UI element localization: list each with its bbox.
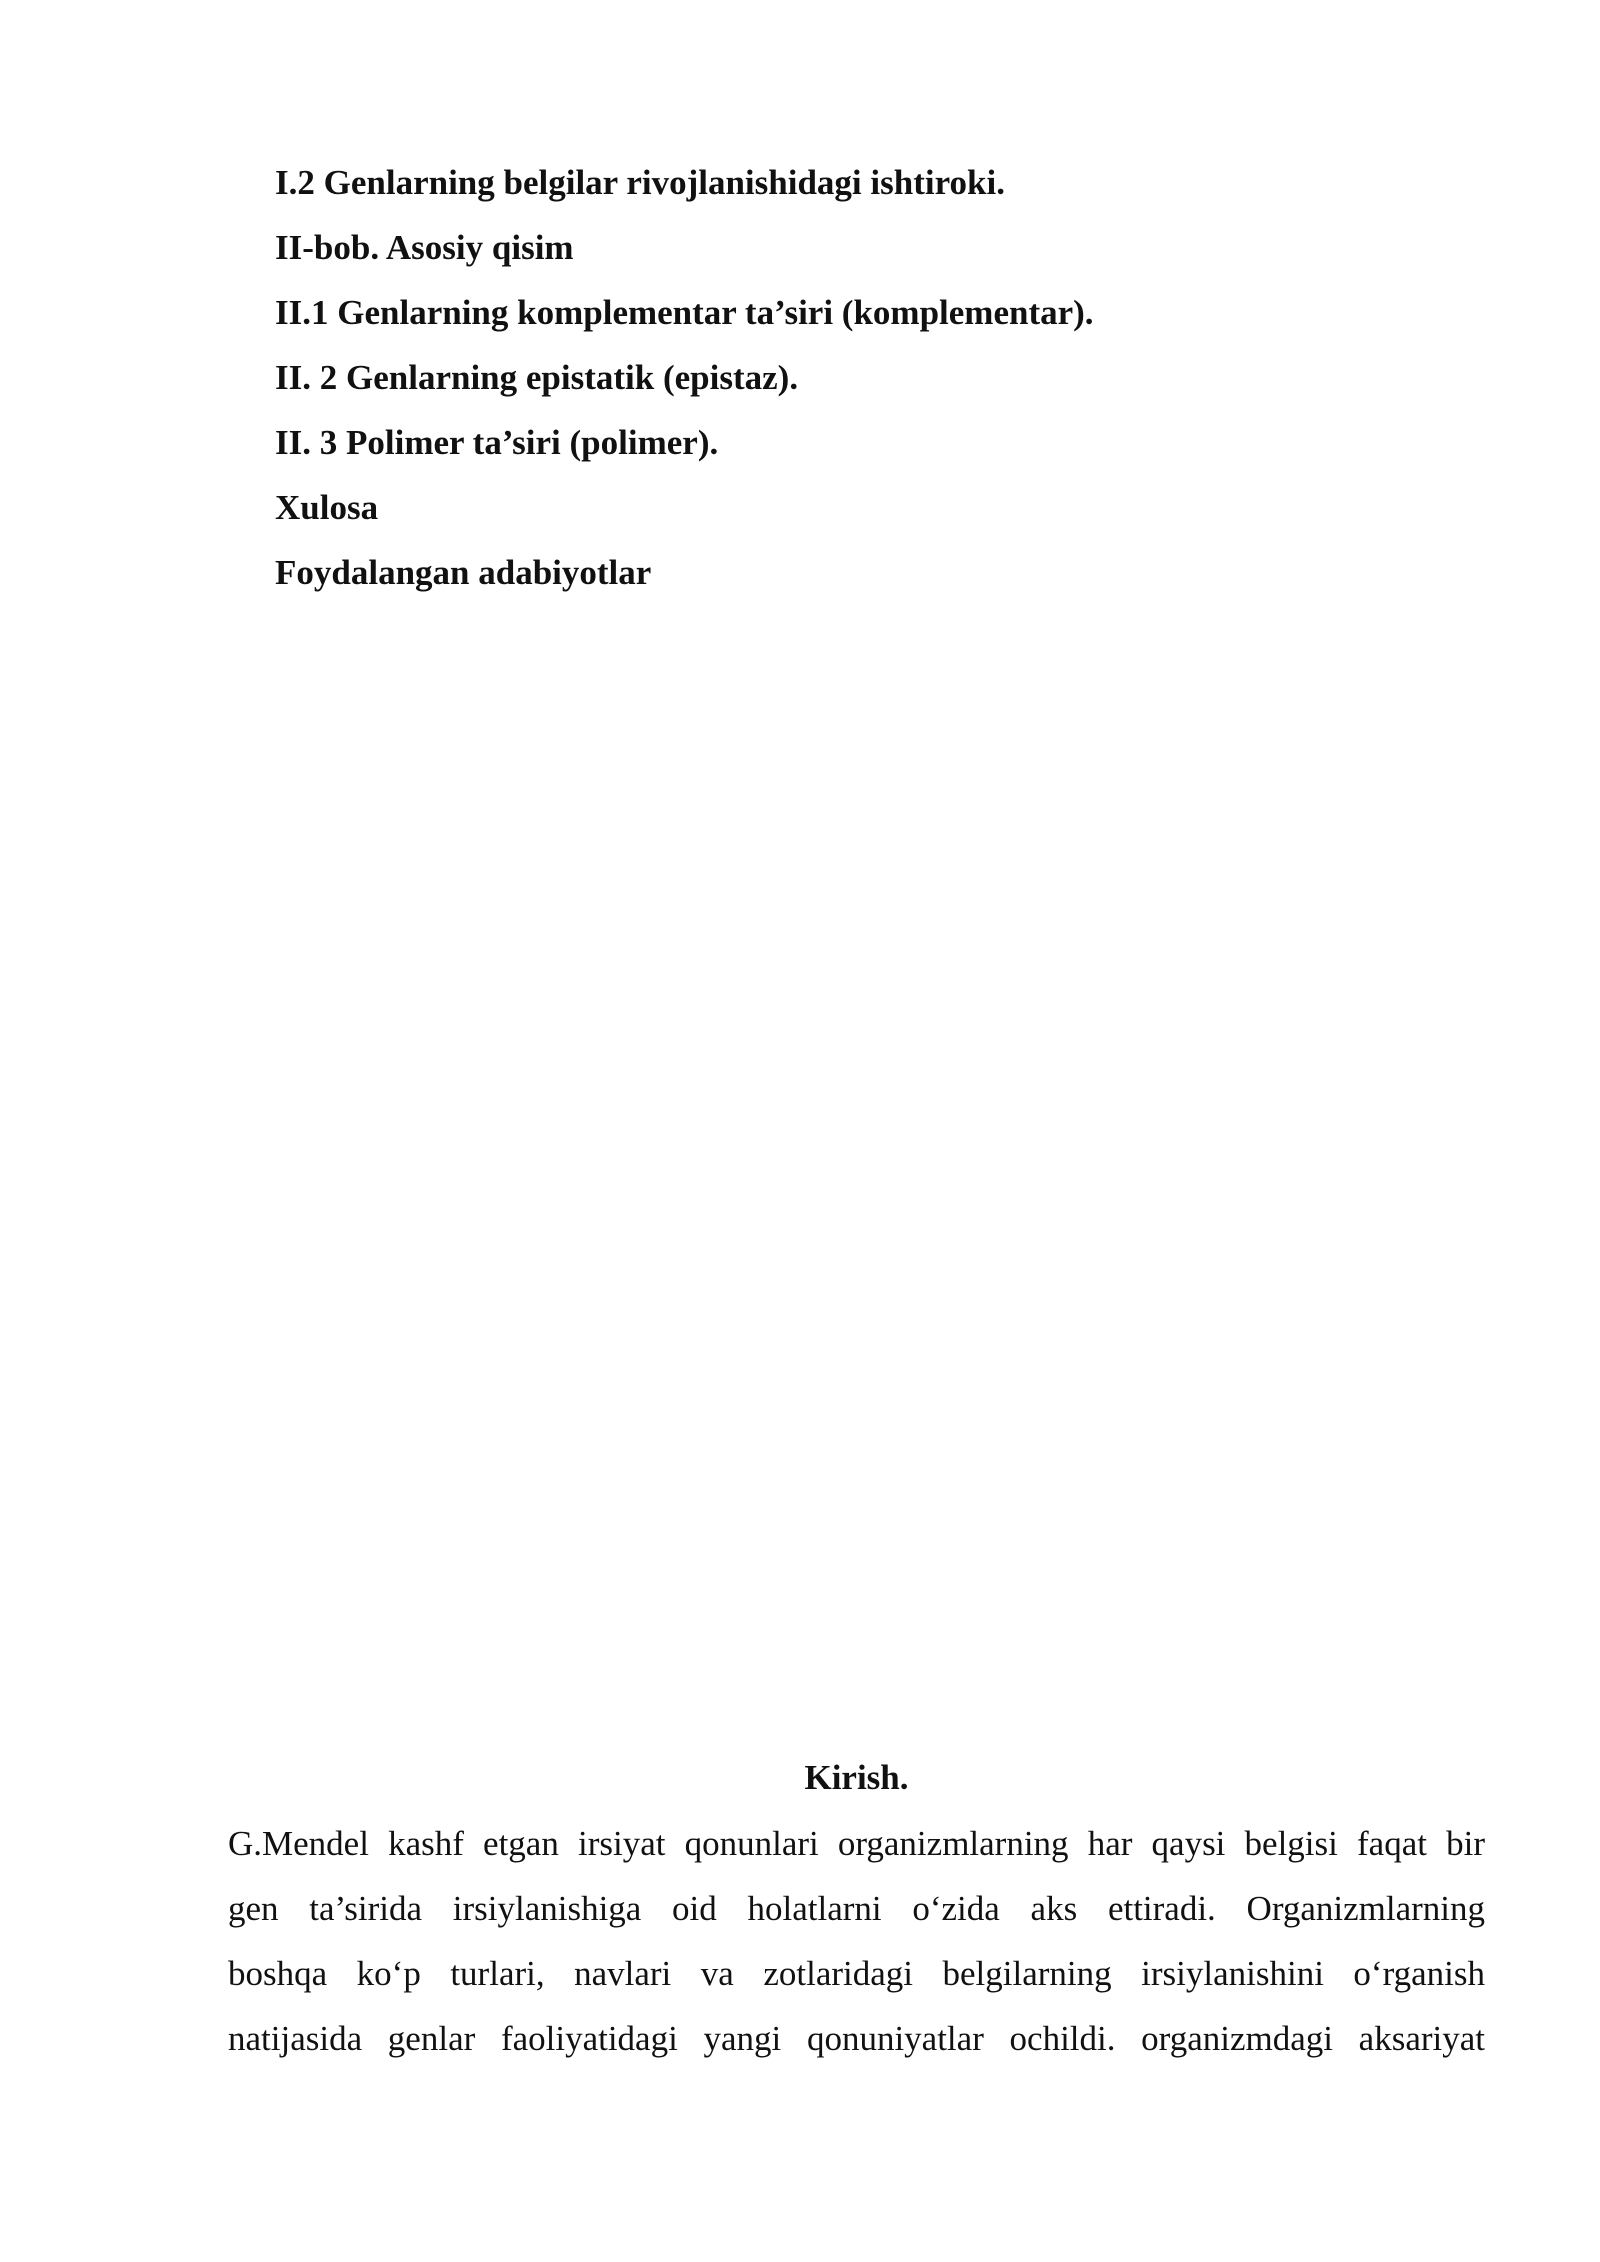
intro-paragraph bbox=[228, 1811, 1485, 2071]
toc-item: II.1 Genlarning komplementar ta’siri (komplementar). bbox=[275, 293, 1094, 332]
paragraph-line: natijasida genlar faoliyatidagi yangi qonuniyatlar ochildi. organizmdagi aksariyat bbox=[228, 2019, 1485, 2058]
table-of-contents bbox=[275, 150, 1475, 605]
toc-item: II. 2 Genlarning epistatik (epistaz). bbox=[275, 358, 799, 397]
toc-item: Xulosa bbox=[275, 488, 379, 527]
section-heading: Kirish. bbox=[804, 1758, 909, 1797]
toc-item: Foydalangan adabiyotlar bbox=[275, 553, 652, 592]
paragraph-line: boshqa ko‘p turlari, navlari va zotlaridagi belgilarning irsiylanishini o‘rganish bbox=[228, 1954, 1485, 1993]
paragraph-line: gen ta’sirida irsiylanishiga oid holatlarni o‘zida aks ettiradi. Organizmlarning bbox=[228, 1889, 1485, 1928]
toc-item: II. 3 Polimer ta’siri (polimer). bbox=[275, 423, 719, 462]
toc-item: II-bob. Asosiy qisim bbox=[275, 228, 574, 267]
paragraph-line: G.Mendel kashf etgan irsiyat qonunlari organizmlarning har qaysi belgisi faqat bir bbox=[228, 1824, 1485, 1863]
toc-item: I.2 Genlarning belgilar rivojlanishidagi ishtiroki. bbox=[275, 163, 1005, 202]
